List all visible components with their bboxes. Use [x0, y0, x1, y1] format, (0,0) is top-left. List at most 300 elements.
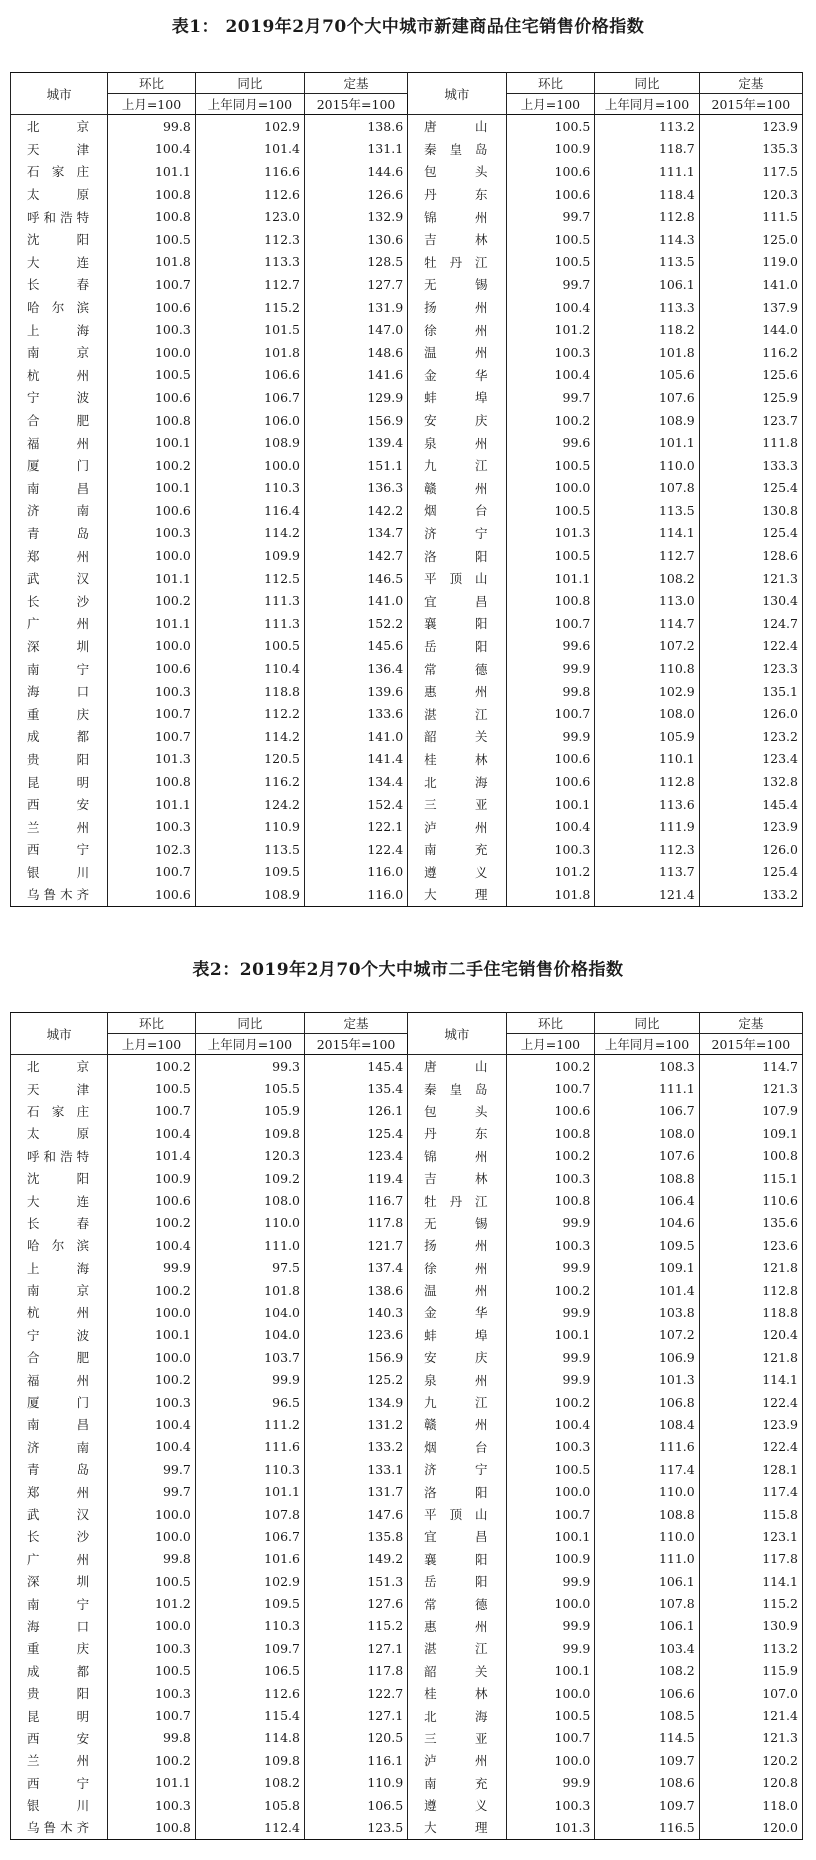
yoy-cell: 124.2 [195, 793, 304, 816]
table-row [11, 1794, 803, 1816]
table-row [11, 160, 803, 183]
fixed-base-cell: 134.9 [304, 1391, 407, 1413]
mom-cell: 101.1 [108, 567, 196, 590]
city-cell: 大 理 [408, 1816, 506, 1839]
fixed-base-cell: 123.9 [699, 1413, 802, 1435]
yoy-cell: 109.7 [595, 1749, 699, 1771]
mom-cell: 100.5 [506, 499, 595, 522]
city-cell: 蚌 埠 [408, 1324, 506, 1346]
city-cell: 上 海 [11, 318, 108, 341]
city-cell: 长 沙 [11, 589, 108, 612]
yoy-cell: 101.6 [195, 1548, 304, 1570]
yoy-cell: 113.5 [595, 499, 699, 522]
mom-cell: 99.9 [506, 1257, 595, 1279]
yoy-cell: 108.8 [595, 1503, 699, 1525]
city-cell: 宁 波 [11, 1324, 108, 1346]
city-cell: 湛 江 [408, 702, 506, 725]
yoy-cell: 110.3 [195, 1615, 304, 1637]
yoy-cell: 112.8 [595, 770, 699, 793]
table-row [11, 725, 803, 748]
fixed-base-cell: 139.4 [304, 431, 407, 454]
yoy-cell: 103.4 [595, 1637, 699, 1659]
fixed-base-cell: 135.3 [699, 138, 802, 161]
fixed-base-cell: 127.7 [304, 273, 407, 296]
table2-body [11, 1055, 803, 1840]
mom-cell: 100.8 [108, 183, 196, 206]
fixed-base-cell: 128.5 [304, 251, 407, 274]
mom-cell: 99.7 [108, 1480, 196, 1502]
city-cell: 天 津 [11, 138, 108, 161]
yoy-cell: 112.3 [195, 228, 304, 251]
fixed-base-cell: 136.4 [304, 657, 407, 680]
city-cell: 杭 州 [11, 364, 108, 387]
yoy-cell: 110.0 [195, 1212, 304, 1234]
city-cell: 福 州 [11, 1368, 108, 1390]
city-cell: 泉 州 [408, 1368, 506, 1390]
mom-cell: 100.5 [108, 1077, 196, 1099]
header-fixed-base-year: 2015年=100 [699, 94, 802, 115]
yoy-cell: 109.8 [195, 1122, 304, 1144]
table-row [11, 1570, 803, 1592]
yoy-cell: 113.2 [595, 115, 699, 138]
table-row [11, 861, 803, 884]
city-cell: 北 海 [408, 770, 506, 793]
fixed-base-cell: 119.0 [699, 251, 802, 274]
city-cell: 泸 州 [408, 1749, 506, 1771]
yoy-cell: 96.5 [195, 1391, 304, 1413]
fixed-base-cell: 126.0 [699, 838, 802, 861]
yoy-cell: 118.8 [195, 680, 304, 703]
city-cell: 烟 台 [408, 1436, 506, 1458]
city-cell: 昆 明 [11, 770, 108, 793]
city-cell: 沈 阳 [11, 228, 108, 251]
city-cell: 安 庆 [408, 1346, 506, 1368]
city-cell: 牡丹江 [408, 1189, 506, 1211]
city-cell: 银 川 [11, 861, 108, 884]
table-row [11, 454, 803, 477]
mom-cell: 100.5 [506, 454, 595, 477]
mom-cell: 100.4 [506, 1413, 595, 1435]
fixed-base-cell: 120.0 [699, 1816, 802, 1839]
fixed-base-cell: 125.4 [699, 477, 802, 500]
mom-cell: 99.9 [506, 1637, 595, 1659]
yoy-cell: 97.5 [195, 1257, 304, 1279]
city-cell: 青 岛 [11, 522, 108, 545]
table-row [11, 1257, 803, 1279]
city-cell: 西 宁 [11, 838, 108, 861]
table-row [11, 1615, 803, 1637]
fixed-base-cell: 111.5 [699, 205, 802, 228]
fixed-base-cell: 123.9 [699, 115, 802, 138]
mom-cell: 100.7 [108, 702, 196, 725]
table-row [11, 251, 803, 274]
yoy-cell: 104.0 [195, 1324, 304, 1346]
mom-cell: 100.2 [506, 409, 595, 432]
table1-header-row [11, 73, 803, 94]
fixed-base-cell: 133.2 [304, 1436, 407, 1458]
mom-cell: 101.1 [108, 793, 196, 816]
fixed-base-cell: 115.8 [699, 1503, 802, 1525]
header-yoy-base: 上年同月=100 [595, 1034, 699, 1055]
yoy-cell: 109.5 [595, 1234, 699, 1256]
mom-cell: 100.4 [108, 1122, 196, 1144]
fixed-base-cell: 145.4 [304, 1055, 407, 1078]
yoy-cell: 105.8 [195, 1794, 304, 1816]
city-cell: 沈 阳 [11, 1167, 108, 1189]
mom-cell: 100.3 [506, 1436, 595, 1458]
city-cell: 石家庄 [11, 160, 108, 183]
table-row [11, 409, 803, 432]
fixed-base-cell: 136.3 [304, 477, 407, 500]
mom-cell: 102.3 [108, 838, 196, 861]
mom-cell: 99.7 [108, 1458, 196, 1480]
yoy-cell: 107.8 [195, 1503, 304, 1525]
city-cell: 上 海 [11, 1257, 108, 1279]
fixed-base-cell: 130.9 [699, 1615, 802, 1637]
city-cell: 南 京 [11, 1279, 108, 1301]
fixed-base-cell: 149.2 [304, 1548, 407, 1570]
table-row [11, 386, 803, 409]
table2-title: 表2：2019年2月70个大中城市二手住宅销售价格指数 [192, 960, 624, 980]
fixed-base-cell: 123.4 [304, 1145, 407, 1167]
yoy-cell: 109.2 [195, 1167, 304, 1189]
mom-cell: 100.6 [506, 770, 595, 793]
fixed-base-cell: 141.6 [304, 364, 407, 387]
mom-cell: 100.1 [108, 477, 196, 500]
table-row [11, 296, 803, 319]
yoy-cell: 111.0 [595, 1548, 699, 1570]
mom-cell: 100.3 [506, 1167, 595, 1189]
header-yoy-base: 上年同月=100 [195, 94, 304, 115]
fixed-base-cell: 125.4 [699, 861, 802, 884]
table-row [11, 1368, 803, 1390]
city-cell: 杭 州 [11, 1301, 108, 1323]
fixed-base-cell: 117.8 [699, 1548, 802, 1570]
city-cell: 南 宁 [11, 657, 108, 680]
table-row [11, 1503, 803, 1525]
yoy-cell: 102.9 [195, 1570, 304, 1592]
yoy-cell: 101.5 [195, 318, 304, 341]
table-row [11, 883, 803, 906]
table1-new-housing-index [10, 72, 803, 907]
fixed-base-cell: 117.4 [699, 1480, 802, 1502]
mom-cell: 100.9 [506, 138, 595, 161]
city-cell: 无 锡 [408, 273, 506, 296]
city-cell: 贵 阳 [11, 1682, 108, 1704]
fixed-base-cell: 126.0 [699, 702, 802, 725]
fixed-base-cell: 121.3 [699, 1077, 802, 1099]
table2-secondhand-housing-index [10, 1012, 803, 1840]
mom-cell: 100.8 [506, 589, 595, 612]
fixed-base-cell: 125.4 [304, 1122, 407, 1144]
fixed-base-cell: 125.0 [699, 228, 802, 251]
fixed-base-cell: 122.4 [699, 635, 802, 658]
city-cell: 广 州 [11, 612, 108, 635]
table-row [11, 1704, 803, 1726]
mom-cell: 100.7 [506, 1077, 595, 1099]
yoy-cell: 101.8 [195, 1279, 304, 1301]
fixed-base-cell: 116.0 [304, 883, 407, 906]
fixed-base-cell: 121.7 [304, 1234, 407, 1256]
city-cell: 郑 州 [11, 1480, 108, 1502]
mom-cell: 99.8 [108, 115, 196, 138]
mom-cell: 99.9 [506, 1368, 595, 1390]
header-city: 城市 [408, 73, 506, 115]
fixed-base-cell: 121.8 [699, 1257, 802, 1279]
fixed-base-cell: 111.8 [699, 431, 802, 454]
mom-cell: 100.9 [108, 1167, 196, 1189]
yoy-cell: 101.8 [195, 341, 304, 364]
yoy-cell: 117.4 [595, 1458, 699, 1480]
yoy-cell: 113.7 [595, 861, 699, 884]
mom-cell: 100.6 [108, 1189, 196, 1211]
fixed-base-cell: 152.4 [304, 793, 407, 816]
table-row [11, 341, 803, 364]
city-cell: 北 京 [11, 115, 108, 138]
yoy-cell: 112.6 [195, 1682, 304, 1704]
city-cell: 济 南 [11, 1436, 108, 1458]
fixed-base-cell: 133.2 [699, 883, 802, 906]
table-row [11, 183, 803, 206]
mom-cell: 99.9 [506, 1570, 595, 1592]
yoy-cell: 106.4 [595, 1189, 699, 1211]
fixed-base-cell: 127.6 [304, 1592, 407, 1614]
mom-cell: 100.4 [108, 138, 196, 161]
table-row [11, 1077, 803, 1099]
table-row [11, 1637, 803, 1659]
header-fixed-base: 定基 [699, 1013, 802, 1034]
fixed-base-cell: 120.4 [699, 1324, 802, 1346]
city-cell: 蚌 埠 [408, 386, 506, 409]
city-cell: 郑 州 [11, 544, 108, 567]
city-cell: 牡丹江 [408, 251, 506, 274]
city-cell: 长 沙 [11, 1525, 108, 1547]
mom-cell: 99.9 [506, 1212, 595, 1234]
yoy-cell: 118.7 [595, 138, 699, 161]
fixed-base-cell: 121.3 [699, 1727, 802, 1749]
mom-cell: 100.7 [506, 1727, 595, 1749]
city-cell: 韶 关 [408, 1660, 506, 1682]
yoy-cell: 104.6 [595, 1212, 699, 1234]
mom-cell: 101.1 [108, 1772, 196, 1794]
mom-cell: 99.8 [506, 680, 595, 703]
fixed-base-cell: 124.7 [699, 612, 802, 635]
yoy-cell: 108.2 [595, 567, 699, 590]
table-row [11, 1660, 803, 1682]
mom-cell: 101.2 [108, 1592, 196, 1614]
yoy-cell: 108.4 [595, 1413, 699, 1435]
fixed-base-cell: 147.0 [304, 318, 407, 341]
mom-cell: 100.6 [506, 748, 595, 771]
fixed-base-cell: 120.8 [699, 1772, 802, 1794]
city-cell: 长 春 [11, 273, 108, 296]
yoy-cell: 103.7 [195, 1346, 304, 1368]
yoy-cell: 110.3 [195, 1458, 304, 1480]
yoy-cell: 113.0 [595, 589, 699, 612]
table-row [11, 1212, 803, 1234]
fixed-base-cell: 126.6 [304, 183, 407, 206]
yoy-cell: 111.6 [595, 1436, 699, 1458]
city-cell: 遵 义 [408, 1794, 506, 1816]
fixed-base-cell: 131.7 [304, 1480, 407, 1502]
fixed-base-cell: 114.1 [699, 1570, 802, 1592]
city-cell: 安 庆 [408, 409, 506, 432]
mom-cell: 100.8 [108, 770, 196, 793]
fixed-base-cell: 125.9 [699, 386, 802, 409]
header-yoy: 同比 [595, 1013, 699, 1034]
fixed-base-cell: 122.7 [304, 1682, 407, 1704]
fixed-base-cell: 144.6 [304, 160, 407, 183]
header-mom-base: 上月=100 [506, 94, 595, 115]
city-cell: 乌鲁木齐 [11, 883, 108, 906]
fixed-base-cell: 123.9 [699, 815, 802, 838]
yoy-cell: 120.3 [195, 1145, 304, 1167]
yoy-cell: 106.1 [595, 1615, 699, 1637]
table-row [11, 838, 803, 861]
city-cell: 唐 山 [408, 1055, 506, 1078]
city-cell: 丹 东 [408, 183, 506, 206]
fixed-base-cell: 132.9 [304, 205, 407, 228]
mom-cell: 100.5 [506, 115, 595, 138]
mom-cell: 100.3 [108, 1794, 196, 1816]
city-cell: 襄 阳 [408, 612, 506, 635]
fixed-base-cell: 100.8 [699, 1145, 802, 1167]
city-cell: 韶 关 [408, 725, 506, 748]
fixed-base-cell: 133.6 [304, 702, 407, 725]
city-cell: 南 充 [408, 838, 506, 861]
city-cell: 扬 州 [408, 296, 506, 319]
header-mom-base: 上月=100 [108, 94, 196, 115]
yoy-cell: 109.9 [195, 544, 304, 567]
table-row [11, 1749, 803, 1771]
mom-cell: 100.0 [108, 1301, 196, 1323]
city-cell: 南 昌 [11, 1413, 108, 1435]
fixed-base-cell: 141.0 [304, 725, 407, 748]
city-cell: 昆 明 [11, 1704, 108, 1726]
city-cell: 太 原 [11, 1122, 108, 1144]
fixed-base-cell: 127.1 [304, 1637, 407, 1659]
city-cell: 赣 州 [408, 477, 506, 500]
city-cell: 深 圳 [11, 1570, 108, 1592]
mom-cell: 100.0 [506, 1682, 595, 1704]
yoy-cell: 116.6 [195, 160, 304, 183]
mom-cell: 100.3 [506, 1794, 595, 1816]
yoy-cell: 109.7 [595, 1794, 699, 1816]
mom-cell: 100.2 [108, 1749, 196, 1771]
mom-cell: 100.4 [506, 296, 595, 319]
fixed-base-cell: 109.1 [699, 1122, 802, 1144]
yoy-cell: 107.8 [595, 1592, 699, 1614]
table-row [11, 205, 803, 228]
fixed-base-cell: 122.4 [304, 838, 407, 861]
mom-cell: 100.3 [108, 522, 196, 545]
fixed-base-cell: 116.0 [304, 861, 407, 884]
mom-cell: 99.9 [108, 1257, 196, 1279]
city-cell: 襄 阳 [408, 1548, 506, 1570]
header-mom-base: 上月=100 [108, 1034, 196, 1055]
mom-cell: 99.7 [506, 273, 595, 296]
mom-cell: 100.0 [108, 1615, 196, 1637]
yoy-cell: 114.7 [595, 612, 699, 635]
mom-cell: 100.5 [506, 1458, 595, 1480]
city-cell: 西 宁 [11, 1772, 108, 1794]
header-fixed-base: 定基 [304, 1013, 407, 1034]
city-cell: 赣 州 [408, 1413, 506, 1435]
yoy-cell: 101.3 [595, 1368, 699, 1390]
yoy-cell: 114.2 [195, 725, 304, 748]
yoy-cell: 108.3 [595, 1055, 699, 1078]
table-row [11, 138, 803, 161]
table-row [11, 364, 803, 387]
yoy-cell: 106.0 [195, 409, 304, 432]
yoy-cell: 111.6 [195, 1436, 304, 1458]
city-cell: 呼和浩特 [11, 1145, 108, 1167]
mom-cell: 100.0 [108, 1525, 196, 1547]
city-cell: 大 连 [11, 251, 108, 274]
table-row [11, 1548, 803, 1570]
fixed-base-cell: 116.1 [304, 1749, 407, 1771]
yoy-cell: 106.7 [595, 1100, 699, 1122]
yoy-cell: 108.8 [595, 1167, 699, 1189]
fixed-base-cell: 110.9 [304, 1772, 407, 1794]
table-row [11, 544, 803, 567]
table-row [11, 477, 803, 500]
table-row [11, 612, 803, 635]
table-row [11, 1391, 803, 1413]
fixed-base-cell: 141.4 [304, 748, 407, 771]
city-cell: 福 州 [11, 431, 108, 454]
city-cell: 济 南 [11, 499, 108, 522]
mom-cell: 100.0 [108, 341, 196, 364]
mom-cell: 100.7 [108, 725, 196, 748]
header-fixed-base: 定基 [699, 73, 802, 94]
table-row [11, 657, 803, 680]
mom-cell: 100.1 [506, 793, 595, 816]
table-row [11, 748, 803, 771]
mom-cell: 100.6 [108, 883, 196, 906]
city-cell: 武 汉 [11, 567, 108, 590]
yoy-cell: 108.5 [595, 1704, 699, 1726]
fixed-base-cell: 125.4 [699, 522, 802, 545]
table-row [11, 522, 803, 545]
yoy-cell: 113.3 [195, 251, 304, 274]
mom-cell: 101.3 [506, 1816, 595, 1839]
fixed-base-cell: 112.8 [699, 1279, 802, 1301]
fixed-base-cell: 123.2 [699, 725, 802, 748]
city-cell: 合 肥 [11, 1346, 108, 1368]
mom-cell: 100.5 [108, 364, 196, 387]
yoy-cell: 99.9 [195, 1368, 304, 1390]
table2-subheader-row [11, 1034, 803, 1055]
table-row [11, 1592, 803, 1614]
mom-cell: 100.0 [108, 1503, 196, 1525]
city-cell: 秦皇岛 [408, 1077, 506, 1099]
fixed-base-cell: 121.8 [699, 1346, 802, 1368]
yoy-cell: 112.3 [595, 838, 699, 861]
mom-cell: 100.7 [108, 273, 196, 296]
yoy-cell: 120.5 [195, 748, 304, 771]
city-cell: 九 江 [408, 454, 506, 477]
fixed-base-cell: 151.3 [304, 1570, 407, 1592]
yoy-cell: 107.2 [595, 1324, 699, 1346]
fixed-base-cell: 135.1 [699, 680, 802, 703]
yoy-cell: 108.9 [195, 883, 304, 906]
city-cell: 深 圳 [11, 635, 108, 658]
fixed-base-cell: 137.4 [304, 1257, 407, 1279]
yoy-cell: 111.1 [595, 1077, 699, 1099]
mom-cell: 100.7 [506, 702, 595, 725]
yoy-cell: 111.2 [195, 1413, 304, 1435]
